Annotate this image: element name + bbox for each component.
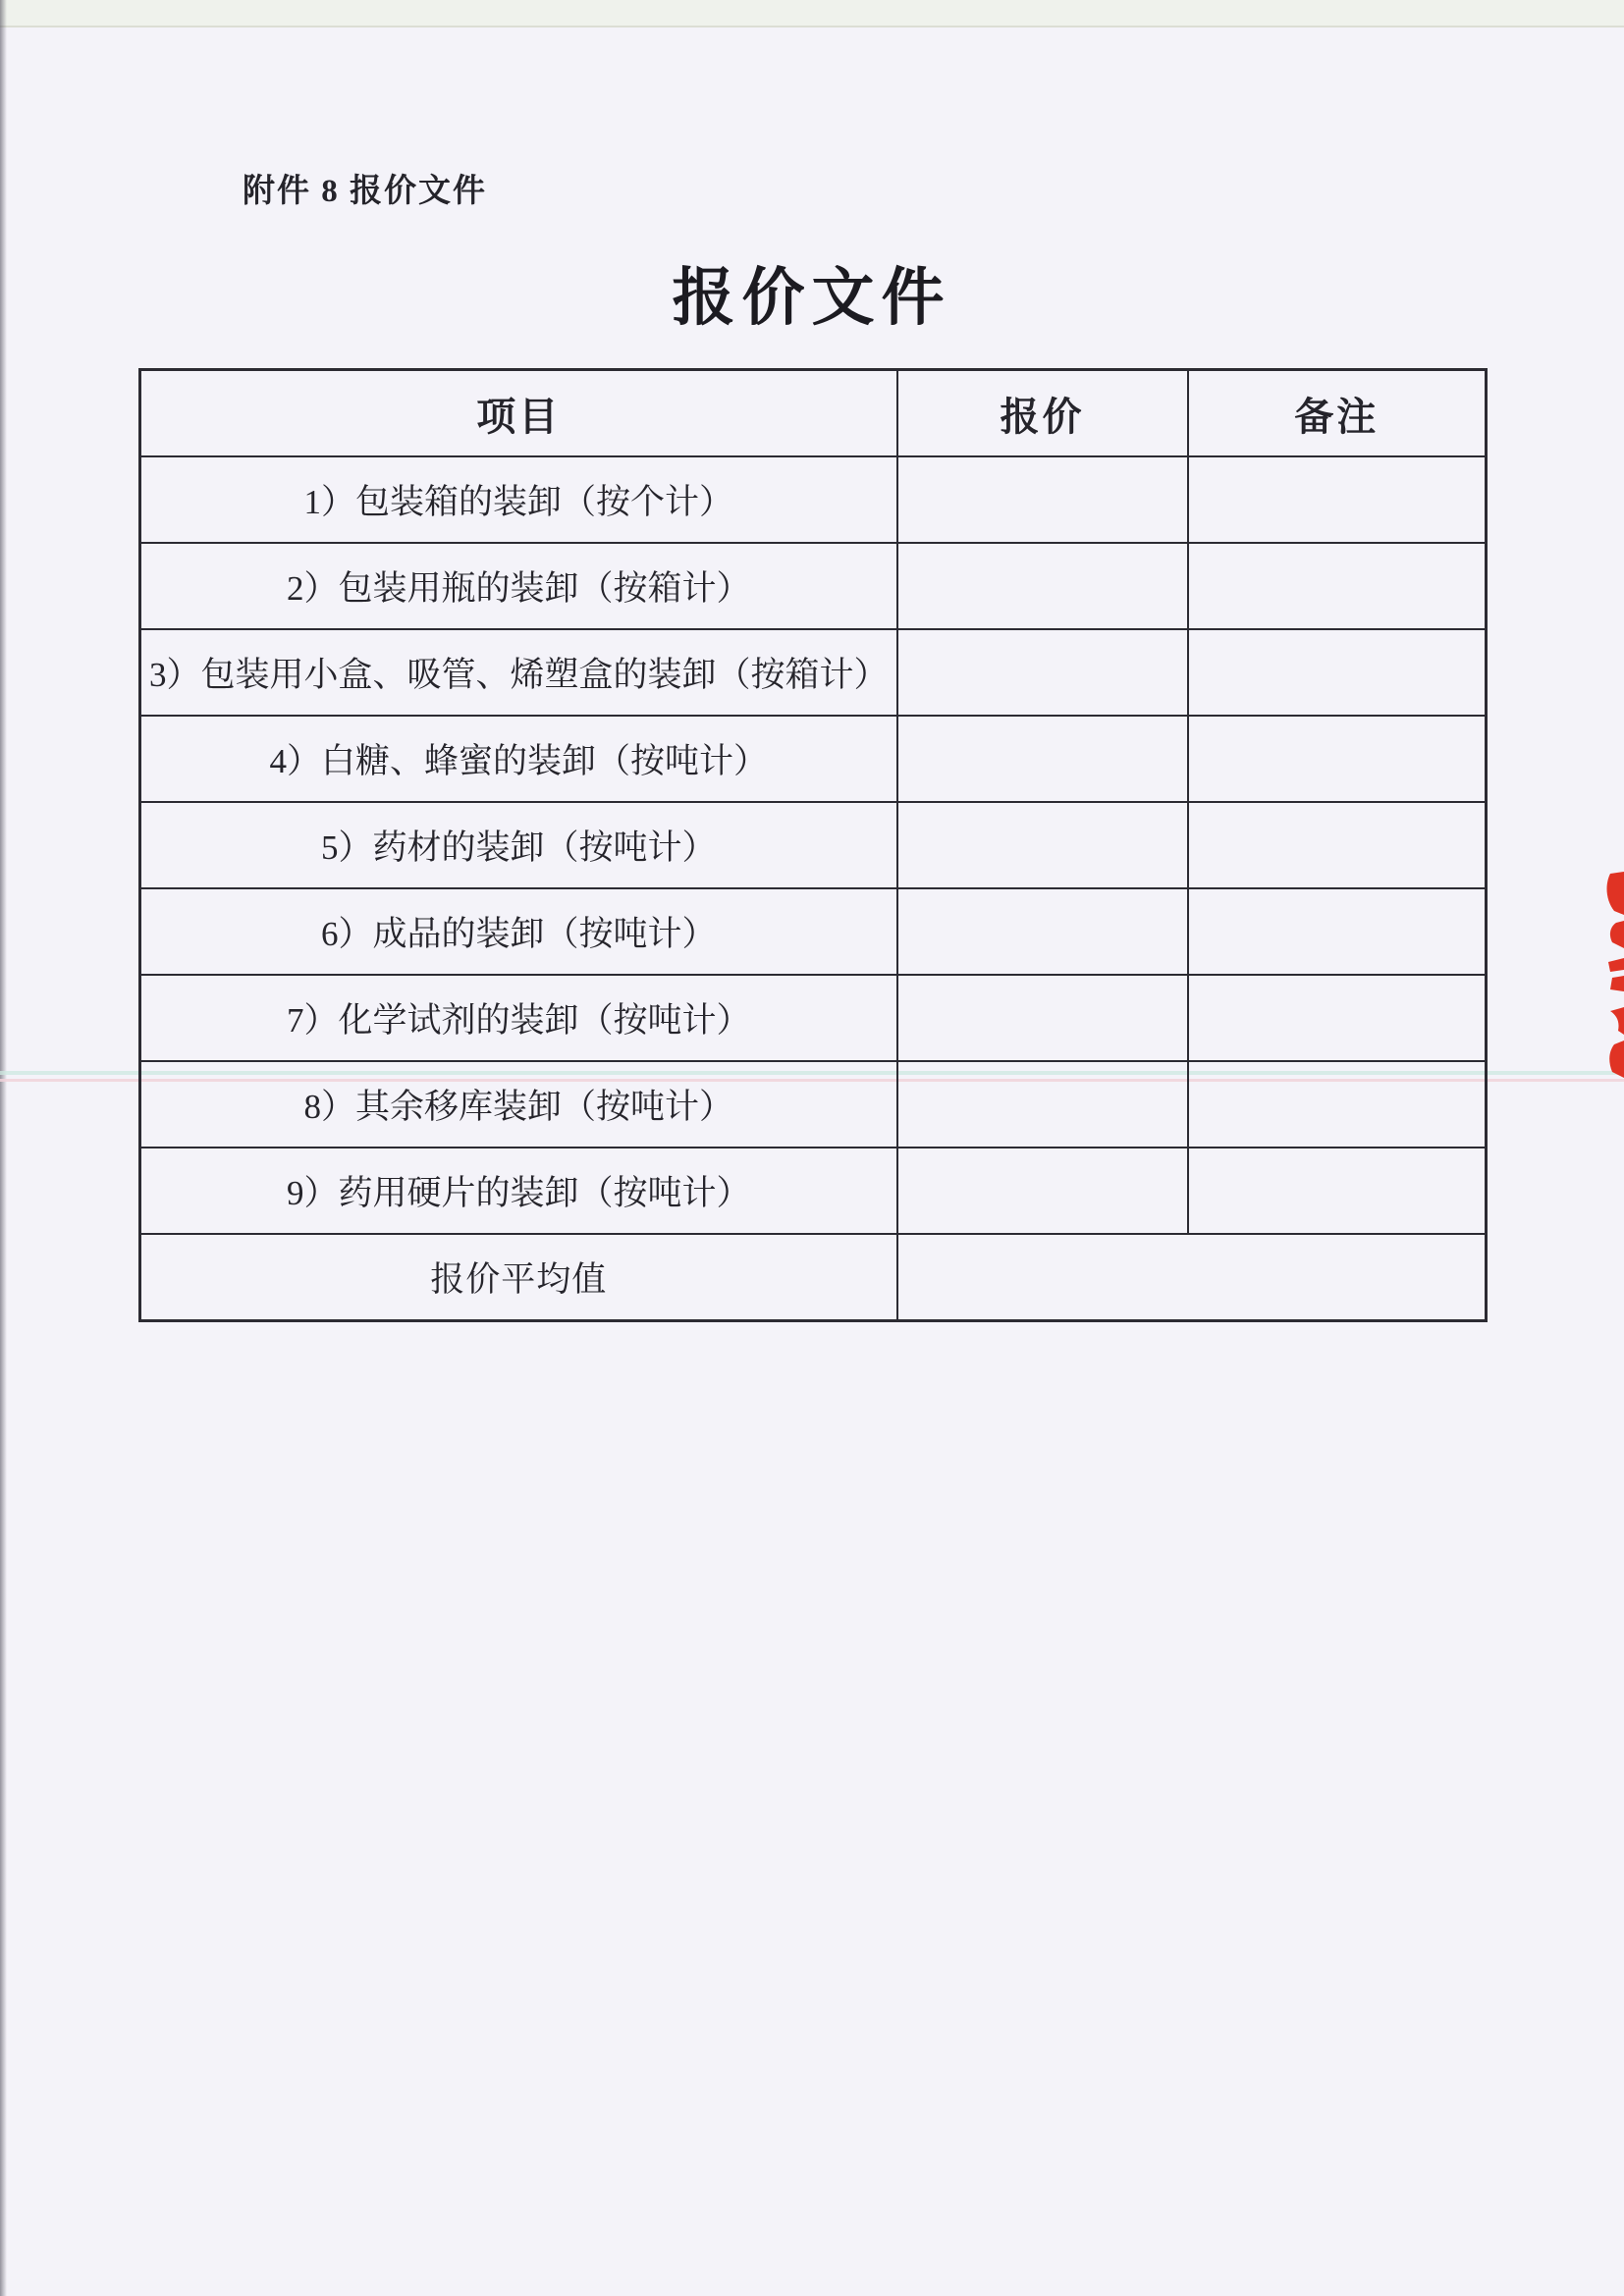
remark-cell [1188, 888, 1487, 975]
table-header-row [140, 370, 1487, 457]
remark-cell [1188, 456, 1487, 543]
table-row [140, 1061, 1487, 1148]
red-stamp-edge-icon [1600, 872, 1624, 1080]
quote-cell [897, 802, 1188, 888]
quote-cell [897, 975, 1188, 1061]
remark-cell [1188, 1148, 1487, 1234]
remark-cell [1188, 629, 1487, 716]
item-cell: 8）其余移库装卸（按吨计） [140, 1061, 897, 1148]
quote-cell [897, 716, 1188, 802]
table-row [140, 629, 1487, 716]
column-header-remark: 备注 [1188, 370, 1487, 457]
item-cell: 5）药材的装卸（按吨计） [140, 802, 897, 888]
table-row [140, 888, 1487, 975]
remark-cell [1188, 543, 1487, 629]
quotation-table [138, 368, 1488, 1322]
table-row [140, 716, 1487, 802]
table-row [140, 802, 1487, 888]
quote-cell [897, 888, 1188, 975]
quote-cell [897, 1061, 1188, 1148]
item-cell: 1）包装箱的装卸（按个计） [140, 456, 897, 543]
table-row [140, 1148, 1487, 1234]
quote-cell [897, 629, 1188, 716]
scan-top-edge [0, 0, 1624, 27]
table-row [140, 543, 1487, 629]
item-cell: 9）药用硬片的装卸（按吨计） [140, 1148, 897, 1234]
remark-cell [1188, 802, 1487, 888]
item-cell: 3）包装用小盒、吸管、烯塑盒的装卸（按箱计） [140, 629, 897, 716]
column-header-item: 项目 [140, 370, 897, 457]
table-footer-row [140, 1234, 1487, 1321]
remark-cell [1188, 1061, 1487, 1148]
quote-cell [897, 543, 1188, 629]
remark-cell [1188, 716, 1487, 802]
table-row [140, 975, 1487, 1061]
remark-cell [1188, 975, 1487, 1061]
item-cell: 7）化学试剂的装卸（按吨计） [140, 975, 897, 1061]
average-value-cell [897, 1234, 1487, 1321]
quote-cell [897, 456, 1188, 543]
quote-cell [897, 1148, 1188, 1234]
table-row [140, 456, 1487, 543]
average-label-cell: 报价平均值 [140, 1234, 897, 1321]
item-cell: 4）白糖、蜂蜜的装卸（按吨计） [140, 716, 897, 802]
scan-left-edge [0, 0, 7, 2296]
document-title: 报价文件 [672, 263, 951, 333]
item-cell: 2）包装用瓶的装卸（按箱计） [140, 543, 897, 629]
column-header-quote: 报价 [897, 370, 1188, 457]
attachment-label: 附件 8 报价文件 [243, 174, 487, 209]
item-cell: 6）成品的装卸（按吨计） [140, 888, 897, 975]
